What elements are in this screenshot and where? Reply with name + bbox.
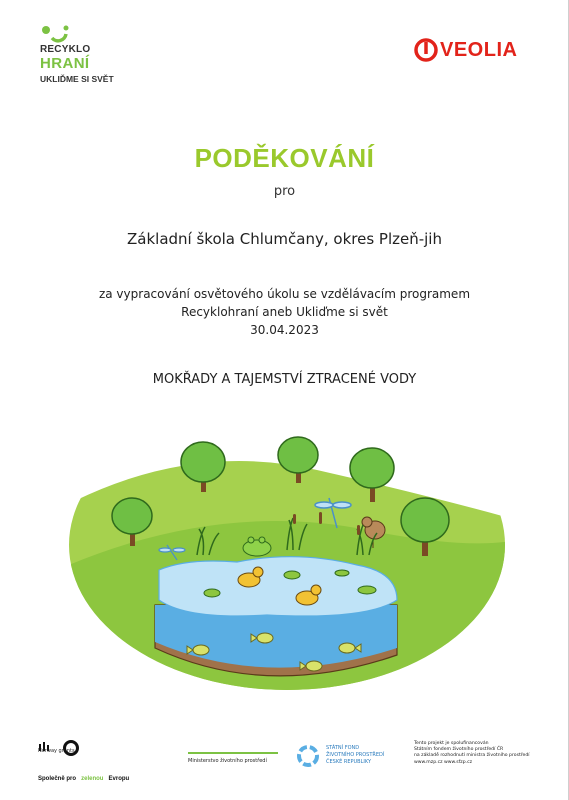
pond	[155, 557, 397, 676]
certificate-title: PODĚKOVÁNÍ	[194, 143, 375, 173]
slogan-part-2: zelenou	[81, 776, 104, 782]
veolia-text: VEOLIA	[440, 39, 518, 61]
recycle-icon	[36, 20, 76, 44]
logo-text-recyklo: RECYKLO	[40, 44, 91, 55]
together-slogan	[38, 765, 129, 784]
school-name: Základní škola Chlumčany, okres Plzeň-jih	[127, 230, 442, 248]
ministry-logo	[188, 752, 278, 764]
slogan-part-1: Společně pro	[38, 776, 77, 782]
certificate-date: 30.04.2023	[250, 323, 319, 337]
logo-text-hrani: HRANÍ	[40, 55, 90, 72]
task-name: MOKŘADY A TAJEMSTVÍ ZTRACENÉ VODY	[152, 372, 417, 387]
note-line-4: www.mzp.cz www.sfzp.cz	[414, 759, 473, 765]
certificate-description	[0, 285, 569, 339]
veolia-symbol-icon	[414, 36, 438, 64]
funding-note	[414, 741, 554, 766]
sfzp-text-2: ŽIVOTNÍHO PROSTŘEDÍ	[326, 752, 385, 758]
note-line-3: na základě rozhodnutí ministra životního prostředí	[414, 753, 530, 759]
recyklohrani-logo	[36, 20, 126, 84]
slogan-part-3: Evropu	[108, 776, 130, 782]
logo-text-uklidme: UKLIĎME SI SVĚT	[40, 74, 114, 84]
certificate-for: pro	[273, 184, 296, 199]
norway-grants-logo	[38, 737, 75, 754]
note-line-2: Státním fondem životního prostředí ČR	[414, 747, 504, 753]
description-line-2: Recyklohraní aneb Ukliďme si svět	[181, 305, 388, 319]
sfzp-ring-icon	[296, 744, 320, 768]
norway-grants-text: Norway grants	[38, 748, 75, 754]
description-line-1: za vypracování osvětového úkolu se vzdělávacím programem	[98, 287, 471, 301]
wetland-illustration	[67, 400, 507, 700]
circle-logo-icon	[62, 739, 80, 757]
sfzp-text-1: STÁTNÍ FOND	[326, 745, 360, 751]
ministry-text: Ministerstvo životního prostředí	[188, 758, 267, 764]
sfzp-text-3: ČESKÉ REPUBLIKY	[326, 759, 372, 765]
note-line-1: Tento projekt je spolufinancován	[414, 741, 489, 746]
ministry-bar	[188, 752, 278, 754]
veolia-logo	[414, 36, 534, 66]
